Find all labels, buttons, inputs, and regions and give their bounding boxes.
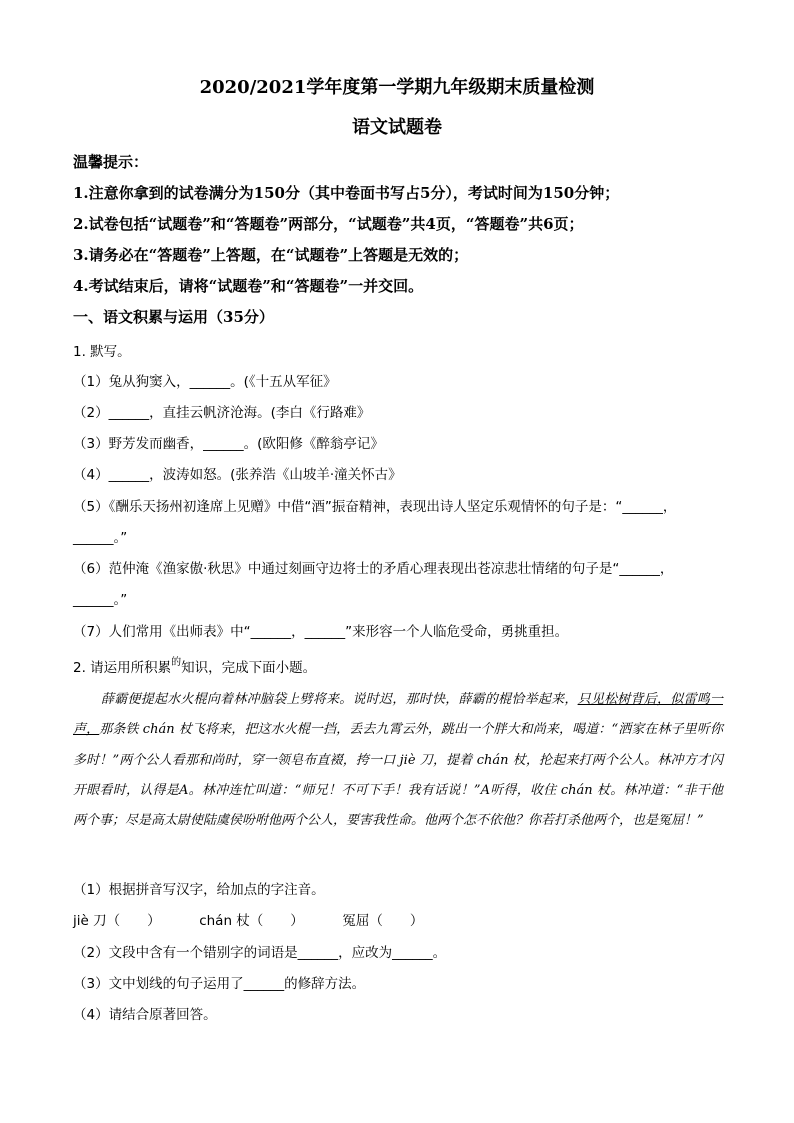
passage-paragraph [73, 685, 723, 836]
passage-text-b: 那条铁 chán 杖飞将来，把这水火棍一挡，丢去九霄云外，跳出一个胖大和尚来，喝道：“洒家在林子里听你多时！”两个公人看那和尚时，穿一领皂布直裰，挎一口 jiè 刀，提着 chán 杖，抡起来打两个公人。林冲方才闪开眼看时，认得是A。林冲连忙叫道：“师兄！不可下手！我有话说！”A听得，收住 chán 杖。林冲道：“非干他两个事；尽是高太尉使陆虞侯吩咐他两个公人，要害我性命。他两个怎不依他？你若打杀他两个，也是冤屈！” [73, 722, 723, 829]
tip-item-1: 1.注意你拿到的试卷满分为150分（其中卷面书写占5分），考试时间为150分钟； [73, 184, 620, 202]
pinyin-item-jie: jiè 刀（ ） [73, 913, 161, 929]
reading-passage [73, 685, 723, 836]
question-1-item-6: （6）范仲淹《渔家傲·秋思》中通过刻画守边将士的矛盾心理表现出苍凉悲壮情绪的句子是“______， [73, 561, 674, 577]
question-2-sub-1: （1）根据拼音写汉字，给加点的字注音。 [73, 882, 325, 898]
question-2-sub-3: （3）文中划线的句子运用了______的修辞方法。 [73, 976, 366, 992]
question-2-title-b: 知识，完成下面小题。 [181, 660, 317, 676]
question-1-item-4: （4）______，波涛如怒。(张养浩《山坡羊·潼关怀古》 [73, 467, 402, 483]
question-1-item-6-cont: ______。” [73, 592, 128, 608]
tip-item-4: 4.考试结束后，请将“试题卷”和“答题卷”一并交回。 [73, 277, 424, 295]
question-1-item-5: （5）《酬乐天扬州初逢席上见赠》中借“酒”振奋精神，表现出诗人坚定乐观情怀的句子是：“______， [73, 499, 677, 515]
question-1-item-7: （7）人们常用《出师表》中“______，______”来形容一个人临危受命，勇挑重担。 [73, 624, 569, 640]
tips-heading: 温馨提示： [73, 153, 149, 171]
question-1-item-2: （2）______，直挂云帆济沧海。(李白《行路难》 [73, 405, 371, 421]
question-1-item-3: （3）野芳发而幽香，______。(欧阳修《醉翁亭记》 [73, 436, 384, 452]
page-subtitle: 语文试题卷 [352, 117, 442, 138]
question-2-title-a: 2. 请运用所积累 [73, 660, 172, 676]
page-title: 2020/2021学年度第一学期九年级期末质量检测 [199, 77, 595, 98]
passage-text-a: 薛霸便提起水火棍向着林冲脑袋上劈将来。说时迟，那时快，薛霸的棍恰举起来， [101, 692, 578, 707]
pinyin-item-yuanqu: 冤屈（ ） [342, 913, 424, 929]
tip-item-2: 2.试卷包括“试题卷”和“答题卷”两部分，“试题卷”共4页，“答题卷”共6页； [73, 215, 584, 233]
question-1-item-5-cont: ______。” [73, 530, 128, 546]
question-2-sub-2: （2）文段中含有一个错别字的词语是______，应改为______。 [73, 945, 447, 961]
section-heading: 一、语文积累与运用（35分） [73, 308, 274, 326]
passage-underlined-sentence: 只见松树背后，似雷鸣一声， [73, 692, 723, 738]
question-1-item-1: （1）兔从狗窦入，______。(《十五从军征》 [73, 374, 337, 390]
question-2-sub-4: （4）请结合原著回答。 [73, 1007, 217, 1023]
tip-item-3: 3.请务必在“答题卷”上答题，在“试题卷”上答题是无效的； [73, 246, 469, 264]
pinyin-item-chan: chán 杖（ ） [199, 913, 304, 929]
question-2-title-sup: 的 [171, 657, 182, 668]
question-2-title [73, 656, 316, 676]
question-1-title: 1. 默写。 [73, 344, 131, 360]
pinyin-row [73, 909, 423, 929]
